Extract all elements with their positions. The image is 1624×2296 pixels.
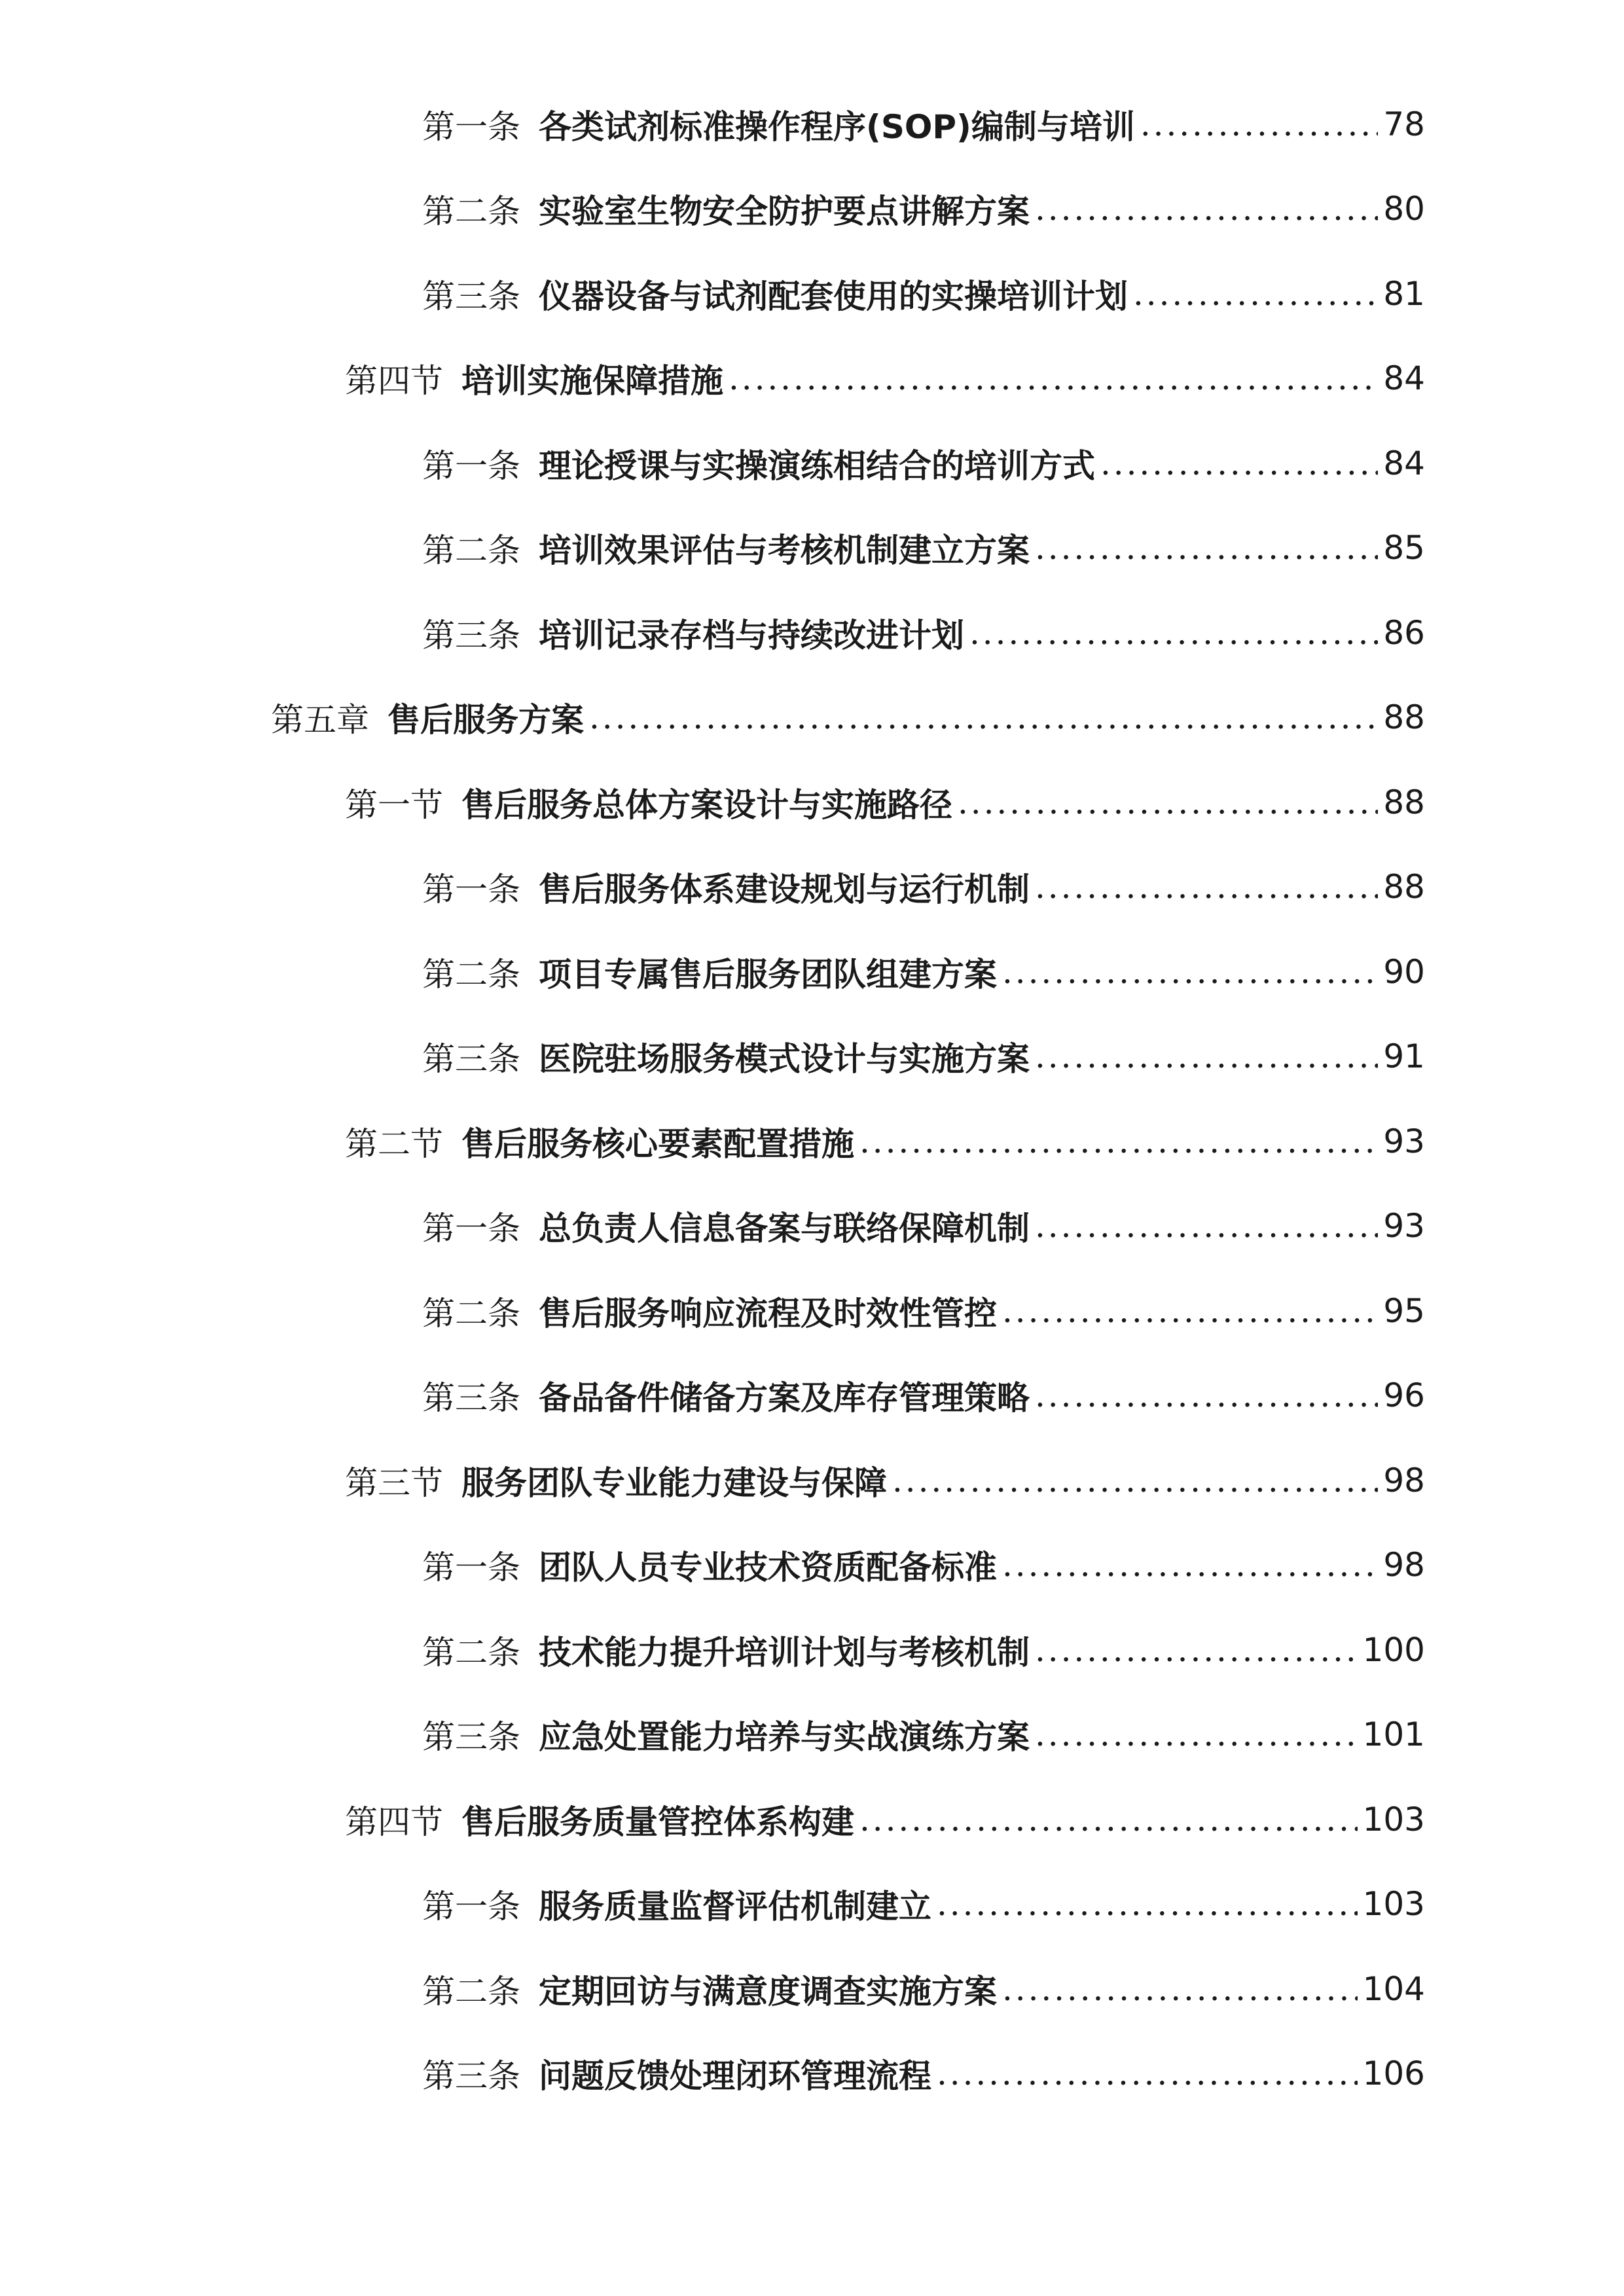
toc-entry-page-number: 104 xyxy=(1362,1969,1425,2008)
toc-entry-page-number: 106 xyxy=(1362,2054,1425,2093)
toc-entry-prefix: 第二条 xyxy=(422,1633,520,1672)
toc-dot-leader xyxy=(1002,1970,1358,2008)
toc-entry-prefix: 第三条 xyxy=(422,2057,520,2096)
toc-entry[interactable] xyxy=(0,1354,1624,1439)
toc-entry[interactable] xyxy=(0,2032,1624,2117)
toc-entry-title[interactable]: 医院驻场服务模式设计与实施方案 xyxy=(539,1040,1030,1079)
toc-dot-leader xyxy=(937,1885,1358,1923)
toc-dot-leader xyxy=(1035,1631,1358,1669)
toc-entry-page-number: 78 xyxy=(1383,105,1425,143)
toc-entry-title[interactable]: 定期回访与满意度调查实施方案 xyxy=(539,1972,997,2011)
toc-entry-page-number: 88 xyxy=(1383,868,1425,906)
toc-entry[interactable] xyxy=(0,167,1624,252)
toc-entry[interactable] xyxy=(0,1862,1624,1947)
toc-dot-leader xyxy=(1035,1715,1358,1753)
toc-entry-prefix: 第二条 xyxy=(422,1294,520,1333)
toc-dot-leader xyxy=(1002,1292,1378,1330)
toc-entry-prefix: 第三条 xyxy=(422,616,520,655)
toc-entry[interactable] xyxy=(0,251,1624,336)
toc-dot-leader xyxy=(1035,190,1378,228)
toc-dot-leader xyxy=(1002,1546,1378,1584)
toc-dot-leader xyxy=(1133,275,1378,313)
toc-dot-leader xyxy=(1100,444,1378,482)
toc-dot-leader xyxy=(729,359,1378,397)
toc-entry-page-number: 81 xyxy=(1383,274,1425,313)
toc-entry[interactable] xyxy=(0,1014,1624,1100)
toc-entry-page-number: 80 xyxy=(1383,190,1425,228)
toc-entry-title[interactable]: 团队人员专业技术资质配备标准 xyxy=(539,1549,997,1587)
toc-entry-prefix: 第四节 xyxy=(345,362,443,401)
toc-entry-page-number: 93 xyxy=(1383,1207,1425,1246)
toc-entry-page-number: 95 xyxy=(1383,1291,1425,1330)
toc-dot-leader xyxy=(1002,953,1378,991)
toc-entry-prefix: 第三节 xyxy=(345,1463,443,1502)
toc-entry[interactable] xyxy=(0,760,1624,845)
toc-entry-prefix: 第三条 xyxy=(422,1718,520,1757)
toc-entry-title[interactable]: 售后服务响应流程及时效性管控 xyxy=(539,1294,997,1333)
toc-entry[interactable] xyxy=(0,1099,1624,1184)
toc-entry-prefix: 第二条 xyxy=(422,531,520,570)
toc-entry-title[interactable]: 售后服务质量管控体系构建 xyxy=(461,1803,854,1841)
toc-dot-leader xyxy=(969,614,1378,652)
toc-entry-prefix: 第三条 xyxy=(422,277,520,315)
toc-entry[interactable] xyxy=(0,675,1624,761)
toc-entry-title[interactable]: 总负责人信息备案与联络保障机制 xyxy=(539,1210,1030,1248)
toc-dot-leader xyxy=(1035,529,1378,567)
toc-entry-title[interactable]: 仪器设备与试剂配套使用的实操培训计划 xyxy=(539,277,1128,315)
toc-entry[interactable] xyxy=(0,1693,1624,1778)
toc-entry-title[interactable]: 服务质量监督评估机制建立 xyxy=(539,1888,931,1926)
table-of-contents xyxy=(0,82,1624,2116)
toc-entry-prefix: 第二条 xyxy=(422,192,520,231)
toc-entry-title[interactable]: 项目专属售后服务团队组建方案 xyxy=(539,955,997,994)
toc-entry-prefix: 第一条 xyxy=(422,870,520,909)
toc-entry[interactable] xyxy=(0,1777,1624,1862)
toc-entry[interactable] xyxy=(0,1438,1624,1523)
toc-dot-leader xyxy=(1035,868,1378,906)
toc-entry-page-number: 91 xyxy=(1383,1037,1425,1076)
toc-entry-title[interactable]: 服务团队专业能力建设与保障 xyxy=(461,1463,887,1502)
toc-entry[interactable] xyxy=(0,421,1624,506)
toc-entry-prefix: 第二条 xyxy=(422,955,520,994)
toc-entry-page-number: 90 xyxy=(1383,952,1425,991)
toc-entry[interactable] xyxy=(0,1946,1624,2032)
toc-entry-page-number: 98 xyxy=(1383,1461,1425,1499)
toc-entry-title[interactable]: 售后服务总体方案设计与实施路径 xyxy=(461,785,952,824)
toc-entry-prefix: 第一条 xyxy=(422,1210,520,1248)
toc-dot-leader xyxy=(589,698,1378,736)
toc-entry-page-number: 103 xyxy=(1362,1885,1425,1924)
toc-entry-page-number: 101 xyxy=(1362,1715,1425,1754)
toc-entry-page-number: 96 xyxy=(1383,1376,1425,1415)
toc-entry-title[interactable]: 技术能力提升培训计划与考核机制 xyxy=(539,1633,1030,1672)
toc-entry-page-number: 100 xyxy=(1362,1630,1425,1669)
toc-entry-prefix: 第四节 xyxy=(345,1803,443,1841)
toc-entry[interactable] xyxy=(0,1607,1624,1693)
toc-dot-leader xyxy=(1035,1037,1378,1075)
toc-entry-page-number: 84 xyxy=(1383,359,1425,398)
toc-entry-prefix: 第一节 xyxy=(345,785,443,824)
toc-entry-title[interactable]: 各类试剂标准操作程序(SOP)编制与培训 xyxy=(539,107,1135,146)
toc-entry-title[interactable]: 培训效果评估与考核机制建立方案 xyxy=(539,531,1030,570)
toc-entry-page-number: 86 xyxy=(1383,613,1425,652)
toc-entry[interactable] xyxy=(0,1268,1624,1354)
toc-entry-page-number: 98 xyxy=(1383,1546,1425,1585)
toc-entry-prefix: 第五章 xyxy=(271,701,369,740)
toc-entry[interactable] xyxy=(0,929,1624,1014)
toc-entry[interactable] xyxy=(0,506,1624,591)
toc-entry-title[interactable]: 培训记录存档与持续改进计划 xyxy=(539,616,964,655)
toc-dot-leader xyxy=(937,2054,1358,2092)
toc-dot-leader xyxy=(958,783,1378,821)
toc-entry-prefix: 第一条 xyxy=(422,1888,520,1926)
toc-entry-title[interactable]: 应急处置能力培养与实战演练方案 xyxy=(539,1718,1030,1757)
toc-entry-page-number: 84 xyxy=(1383,444,1425,482)
toc-entry[interactable] xyxy=(0,336,1624,422)
toc-entry-title[interactable]: 售后服务核心要素配置措施 xyxy=(461,1124,854,1163)
toc-entry-title[interactable]: 培训实施保障措施 xyxy=(461,362,723,401)
toc-entry-page-number: 85 xyxy=(1383,529,1425,567)
toc-entry[interactable] xyxy=(0,82,1624,167)
toc-dot-leader xyxy=(1035,1376,1378,1414)
toc-entry-page-number: 88 xyxy=(1383,698,1425,737)
toc-entry-title[interactable]: 售后服务方案 xyxy=(388,701,584,740)
toc-entry-prefix: 第三条 xyxy=(422,1379,520,1418)
toc-entry-title[interactable]: 问题反馈处理闭环管理流程 xyxy=(539,2057,931,2096)
toc-dot-leader xyxy=(859,1122,1378,1160)
toc-entry-prefix: 第三条 xyxy=(422,1040,520,1079)
toc-entry[interactable] xyxy=(0,845,1624,930)
toc-entry-prefix: 第二条 xyxy=(422,1972,520,2011)
toc-entry-title[interactable]: 实验室生物安全防护要点讲解方案 xyxy=(539,192,1030,231)
toc-entry-title[interactable]: 理论授课与实操演练相结合的培训方式 xyxy=(539,446,1095,485)
toc-entry[interactable] xyxy=(0,1184,1624,1269)
toc-entry-prefix: 第一条 xyxy=(422,446,520,485)
toc-entry-prefix: 第一条 xyxy=(422,107,520,146)
toc-dot-leader xyxy=(1140,105,1379,143)
toc-entry-page-number: 93 xyxy=(1383,1122,1425,1160)
toc-entry-title[interactable]: 售后服务体系建设规划与运行机制 xyxy=(539,870,1030,909)
toc-entry[interactable] xyxy=(0,1523,1624,1608)
toc-entry-page-number: 88 xyxy=(1383,783,1425,821)
toc-entry-prefix: 第一条 xyxy=(422,1549,520,1587)
toc-dot-leader xyxy=(892,1462,1378,1499)
toc-entry-prefix: 第二节 xyxy=(345,1124,443,1163)
toc-entry-title[interactable]: 备品备件储备方案及库存管理策略 xyxy=(539,1379,1030,1418)
toc-entry[interactable] xyxy=(0,590,1624,675)
toc-dot-leader xyxy=(859,1801,1358,1839)
toc-entry-page-number: 103 xyxy=(1362,1800,1425,1839)
toc-dot-leader xyxy=(1035,1207,1378,1245)
